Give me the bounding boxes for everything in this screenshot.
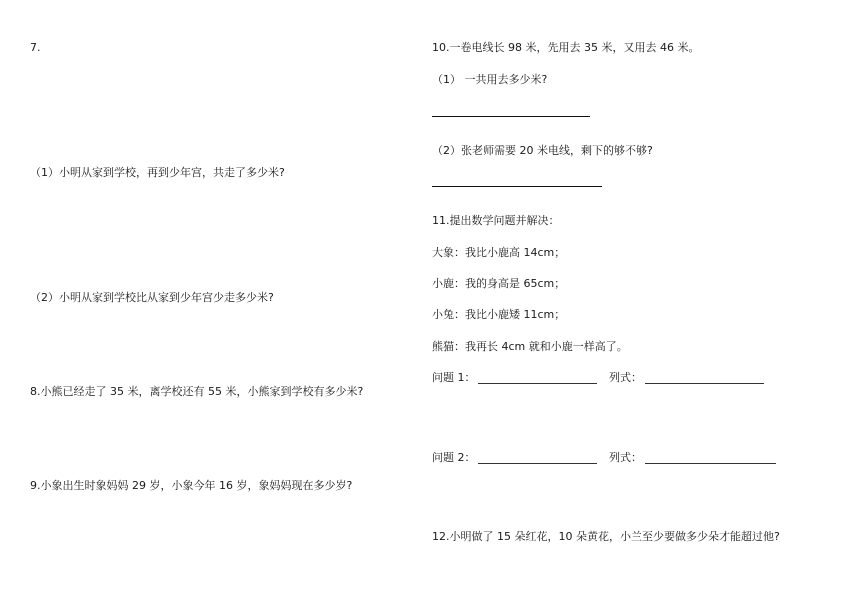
problem-1-label: 问题 1： <box>432 371 476 384</box>
question-9: 9.小象出生时象妈妈 29 岁，小象今年 16 岁，象妈妈现在多少岁? <box>30 479 353 492</box>
problem-2-blank[interactable] <box>478 463 597 464</box>
formula-2-blank[interactable] <box>645 463 776 464</box>
question-7-part-1: （1）小明从家到学校，再到少年宫，共走了多少米? <box>30 166 285 179</box>
problem-2-label: 问题 2： <box>432 451 476 464</box>
problem-1-blank[interactable] <box>478 383 597 384</box>
question-7-part-2: （2）小明从家到学校比从家到少年宫少走多少米? <box>30 291 274 304</box>
formula-1-label: 列式： <box>609 371 642 384</box>
formula-1-blank[interactable] <box>645 383 764 384</box>
question-10-part-1: （1） 一共用去多少米? <box>432 73 548 86</box>
answer-line-10-1 <box>432 116 590 117</box>
question-10-part-2: （2）张老师需要 20 米电线，剩下的够不够? <box>432 144 653 157</box>
question-8: 8.小熊已经走了 35 米，离学校还有 55 米，小熊家到学校有多少米? <box>30 385 364 398</box>
question-7-number: 7. <box>30 41 41 54</box>
elephant-statement: 大象：我比小鹿高 14cm； <box>432 246 566 259</box>
panda-statement: 熊猫：我再长 4cm 就和小鹿一样高了。 <box>432 340 628 353</box>
formula-2-label: 列式： <box>609 451 642 464</box>
rabbit-statement: 小兔：我比小鹿矮 11cm； <box>432 308 566 321</box>
question-10: 10.一卷电线长 98 米，先用去 35 米，又用去 46 米。 <box>432 41 700 54</box>
question-12: 12.小明做了 15 朵红花，10 朵黄花，小兰至少要做多少朵才能超过他? <box>432 530 780 543</box>
deer-statement: 小鹿：我的身高是 65cm； <box>432 277 566 290</box>
answer-line-10-2 <box>432 186 602 187</box>
question-11: 11.提出数学问题并解决： <box>432 214 560 227</box>
